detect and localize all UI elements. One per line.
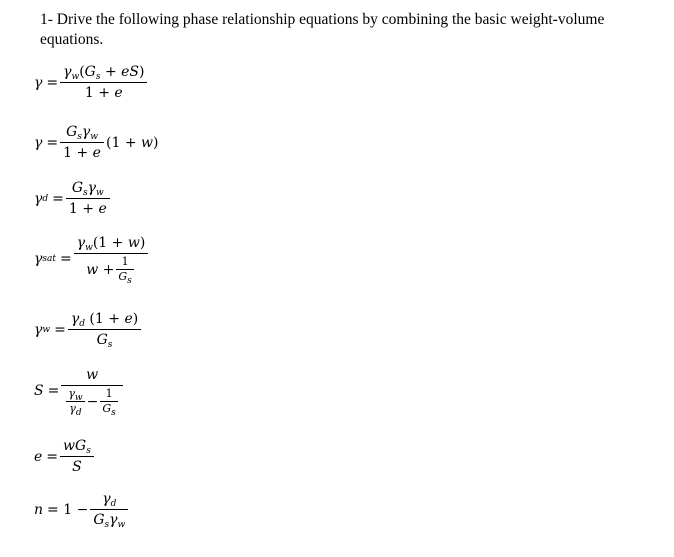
equation-unit-weight-moisture: γ = $\frac{G_s\gamma_w}{1 + e}$ ( 1 + w ) — [34, 124, 159, 161]
fraction-nested: $\frac{1}{G_s}$ — [102, 387, 116, 418]
question-text: 1- Drive the following phase relationship equations by combining the basic weight-volume equations. — [40, 11, 605, 48]
equation-saturated-unit-weight: γ sat = $\gamma_w(1 + w)$ w + $\frac{1}{G_s}$ — [34, 235, 150, 283]
equation-dry-unit-weight: γ d = $\frac{G_s\gamma_w}{1 + e}$ — [34, 180, 112, 217]
fraction-nested: $\frac{\gamma_w}{\gamma_d}$ — [68, 387, 83, 418]
fraction-nested: $\frac{1}{G_s}$ — [118, 255, 132, 286]
fraction: $\frac{\gamma_d}{G_s\gamma_w}$ — [90, 491, 128, 528]
fraction: $\frac{G_s\gamma_w}{1 + e}$ — [66, 180, 110, 217]
numerator: $\gamma_w(G_s + eS)$ — [63, 64, 145, 82]
equation-unit-weight-saturation — [34, 64, 149, 101]
equation-water-unit-weight: γ w = $\frac{\gamma_d (1 + e)}{G_s}$ — [34, 311, 143, 348]
fraction — [60, 64, 147, 101]
equations-text-alternatives — [0, 0, 1, 1]
equation-1-text — [0, 0, 1, 1]
fraction: $\frac{\gamma_d (1 + e)}{G_s}$ — [68, 311, 141, 348]
equation-degree-of-saturation: S = w $\frac{\gamma_w}{\gamma_d}$ − $\frac{1}{G_s}$ — [34, 367, 125, 415]
equation-void-ratio: e = $\frac{wG_s}{S}$ — [34, 438, 96, 475]
gamma-symbol: γ — [34, 74, 43, 91]
fraction: $\frac{G_s\gamma_w}{1 + e}$ — [60, 124, 104, 161]
equals-sign: = — [46, 74, 59, 91]
denominator: 1 + e — [84, 85, 123, 101]
equation-porosity: n = 1 − $\frac{\gamma_d}{G_s\gamma_w}$ — [34, 491, 130, 528]
fraction: $\gamma_w(1 + w)$ w + $\frac{1}{G_s}$ — [74, 235, 149, 283]
fraction: w $\frac{\gamma_w}{\gamma_d}$ − $\frac{1}{G_s}$ — [61, 367, 122, 415]
fraction: $\frac{wG_s}{S}$ — [60, 438, 94, 475]
